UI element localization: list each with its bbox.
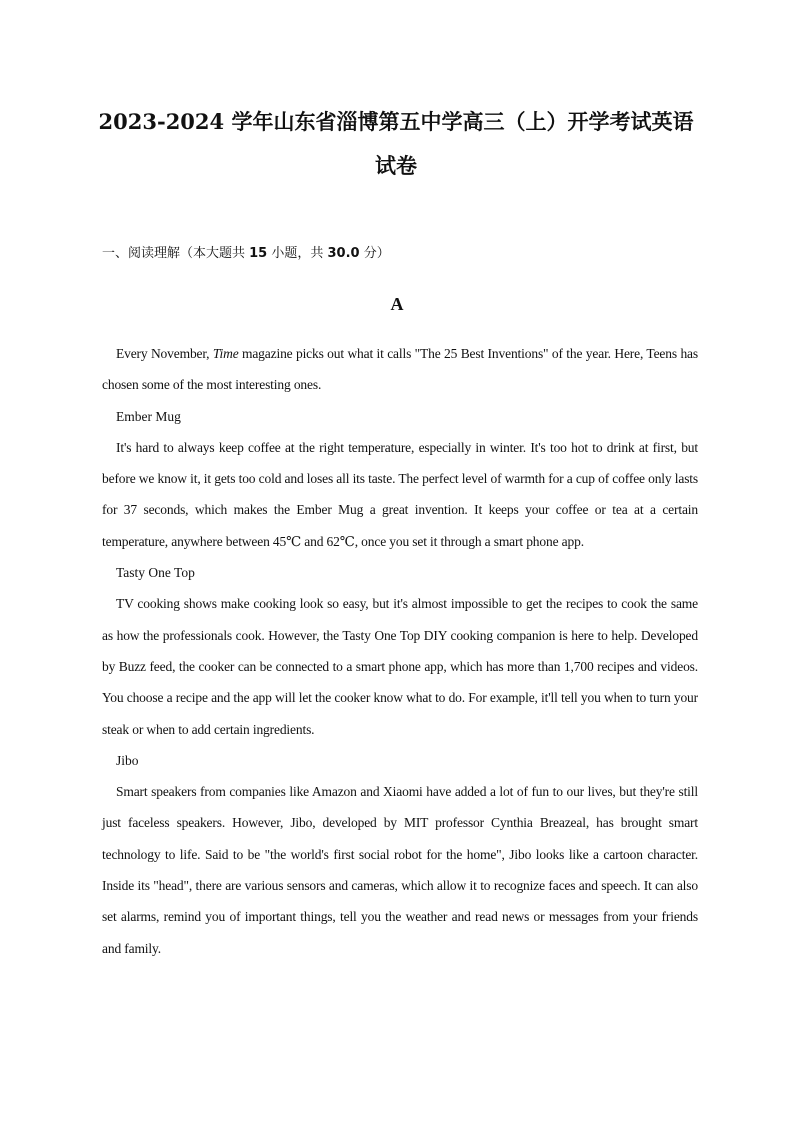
intro-rest: magazine picks out what it calls "The 25 Best Inventions" of the year. Here, Teens has chosen some of the most interesting ones. [102, 346, 698, 393]
intro-paragraph [102, 338, 698, 401]
magazine-name: Time [212, 346, 239, 361]
passage-body [102, 338, 698, 964]
section-question-count: 15 [249, 246, 268, 261]
section-heading [102, 244, 390, 264]
section-heading-prefix: 一、阅读理解（本大题共 [102, 246, 250, 261]
part-letter: A [390, 294, 404, 314]
section-text-tasty-one-top: TV cooking shows make cooking look so easy, but it's almost impossible to get the recipes to cook the same as how the professionals cook. However, the Tasty One Top DIY cooking companion is here to help. Developed by Buzz feed, the cooker can be connected to a smart phone app, which has more than 1,700 recipes and videos. You choose a recipe and the app will let the cooker know what to do. For example, it'll tell you when to turn your steak or when to add certain ingredients. [102, 596, 698, 737]
section-heading-suffix: 分） [359, 246, 390, 261]
section-text-ember-mug: It's hard to always keep coffee at the right temperature, especially in winter. It's too hot to drink at first, but before we know it, it gets too cold and loses all its taste. The perfect level of warmth for a cup of coffee only lasts for 37 seconds, which makes the Ember Mug a great invention. It keeps your coffee or tea at a certain temperature, anywhere between 45℃ and 62℃, once you set it through a smart phone app. [102, 439, 698, 549]
section-heading-middle: 小题，共 [267, 246, 328, 261]
section-text-jibo: Smart speakers from companies like Amazon and Xiaomi have added a lot of fun to our lives, but they're still just faceless speakers. However, Jibo, developed by MIT professor Cynthia Breazeal, has brought smart technology to life. Said to be "the world's first social robot for the home", Jibo looks like a cartoon character. Inside its "head", there are various sensors and cameras, which allow it to recognize faces and speech. It can also set alarms, remind you of important things, tell you the weather and read news or messages from your friends and family. [102, 784, 698, 956]
intro-lead: Every November, [116, 346, 213, 361]
section-heading-tasty-one-top: Tasty One Top [116, 565, 195, 581]
section-points: 30.0 [327, 246, 360, 261]
section-heading-jibo: Jibo [116, 752, 139, 768]
section-heading-ember-mug: Ember Mug [116, 408, 181, 424]
exam-title: 2023-2024 学年山东省淄博第五中学高三（上）开学考试英语试卷 [98, 109, 694, 178]
